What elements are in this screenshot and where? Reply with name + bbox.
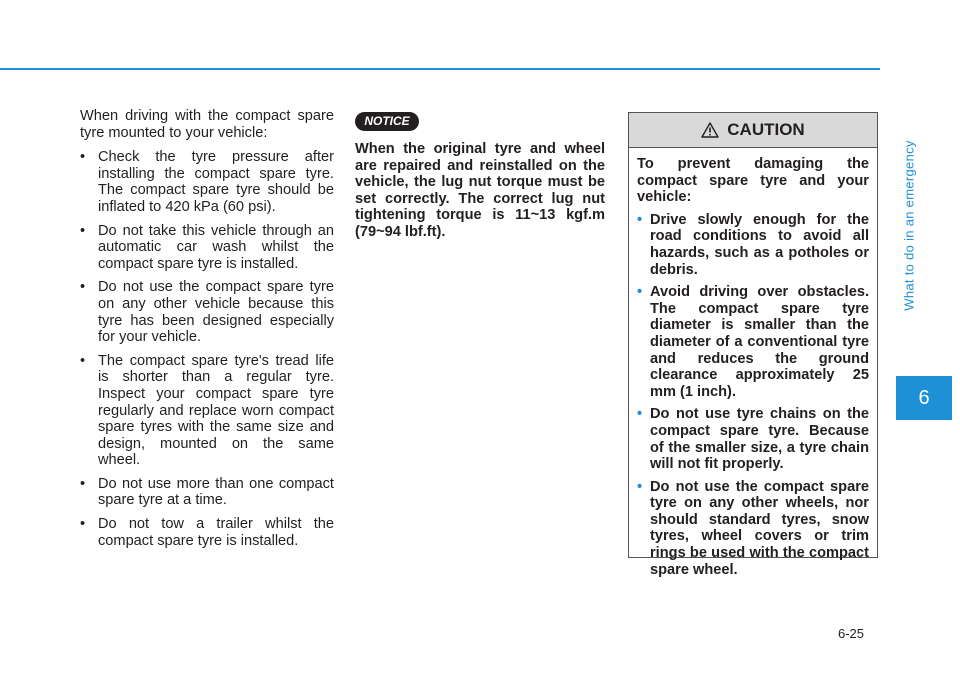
list-item: • Do not use tyre chains on the compact spare tyre. Because of the smaller size, a tyre chain will not fit properly. [637, 406, 869, 473]
bullet-icon: • [80, 222, 86, 239]
chapter-tab: 6 [896, 376, 952, 420]
bullet-icon: • [80, 279, 86, 296]
notice-badge: NOTICE [355, 112, 419, 131]
section-label [896, 80, 922, 370]
list-item: • Do not use more than one compact spare tyre at a time. [80, 475, 334, 509]
list-item: • Do not use the compact spare tyre on any other wheels, nor should standard tyres, snow tyres, wheel covers or trim rings be used with the compact spare wheel. [637, 478, 869, 578]
caution-box [628, 112, 878, 578]
list-item: • Drive slowly enough for the road conditions to avoid all hazards, such as a potholes or debris. [637, 211, 869, 278]
bullet-icon: • [80, 149, 86, 166]
section-title: What to do in an emergency [901, 139, 917, 311]
bullet-icon: • [80, 475, 86, 492]
list-item: • Avoid driving over obstacles. The compact spare tyre diameter is smaller than the diameter of a conventional tyre and reduces the ground clearance approximately 25 mm (1 inch). [637, 284, 869, 400]
caution-intro: To prevent damaging the compact spare tyre and your vehicle: [637, 156, 869, 206]
bullet-icon: • [80, 352, 86, 369]
warning-triangle-icon [701, 122, 719, 138]
intro-text: When driving with the compact spare tyre mounted to your vehicle: [80, 108, 334, 141]
caution-header [629, 113, 877, 148]
list-item: • The compact spare tyre's tread life is shorter than a regular tyre. Inspect your compact spare tyre regularly and replace worn compact spare tyres with the same size and design, mounted on the same wheel. [80, 352, 334, 469]
notice-text: When the original tyre and wheel are repaired and reinstalled on the vehicle, the lug nut torque must be set correctly. The correct lug nut tightening torque is 11~13 kgf.m (79~94 lbf.ft). [355, 141, 605, 240]
bullet-list [80, 149, 334, 549]
page-number: 6-25 [838, 626, 865, 641]
bullet-icon: • [80, 516, 86, 533]
caution-body [629, 148, 877, 578]
bullet-icon: • [637, 211, 643, 228]
left-column [80, 108, 334, 556]
bullet-icon: • [637, 284, 643, 301]
header-rule [0, 68, 880, 70]
bullet-icon: • [637, 406, 643, 423]
caution-list [637, 212, 869, 578]
bullet-icon: • [637, 478, 643, 495]
list-item: • Check the tyre pressure after installing the compact spare tyre. The compact spare tyre should be inflated to 420 kPa (60 psi). [80, 149, 334, 215]
caution-title: CAUTION [727, 120, 805, 139]
list-item: • Do not use the compact spare tyre on any other vehicle because this tyre has been designed especially for your vehicle. [80, 279, 334, 346]
list-item: • Do not tow a trailer whilst the compact spare tyre is installed. [80, 516, 334, 549]
list-item: • Do not take this vehicle through an automatic car wash whilst the compact spare tyre is installed. [80, 222, 334, 272]
